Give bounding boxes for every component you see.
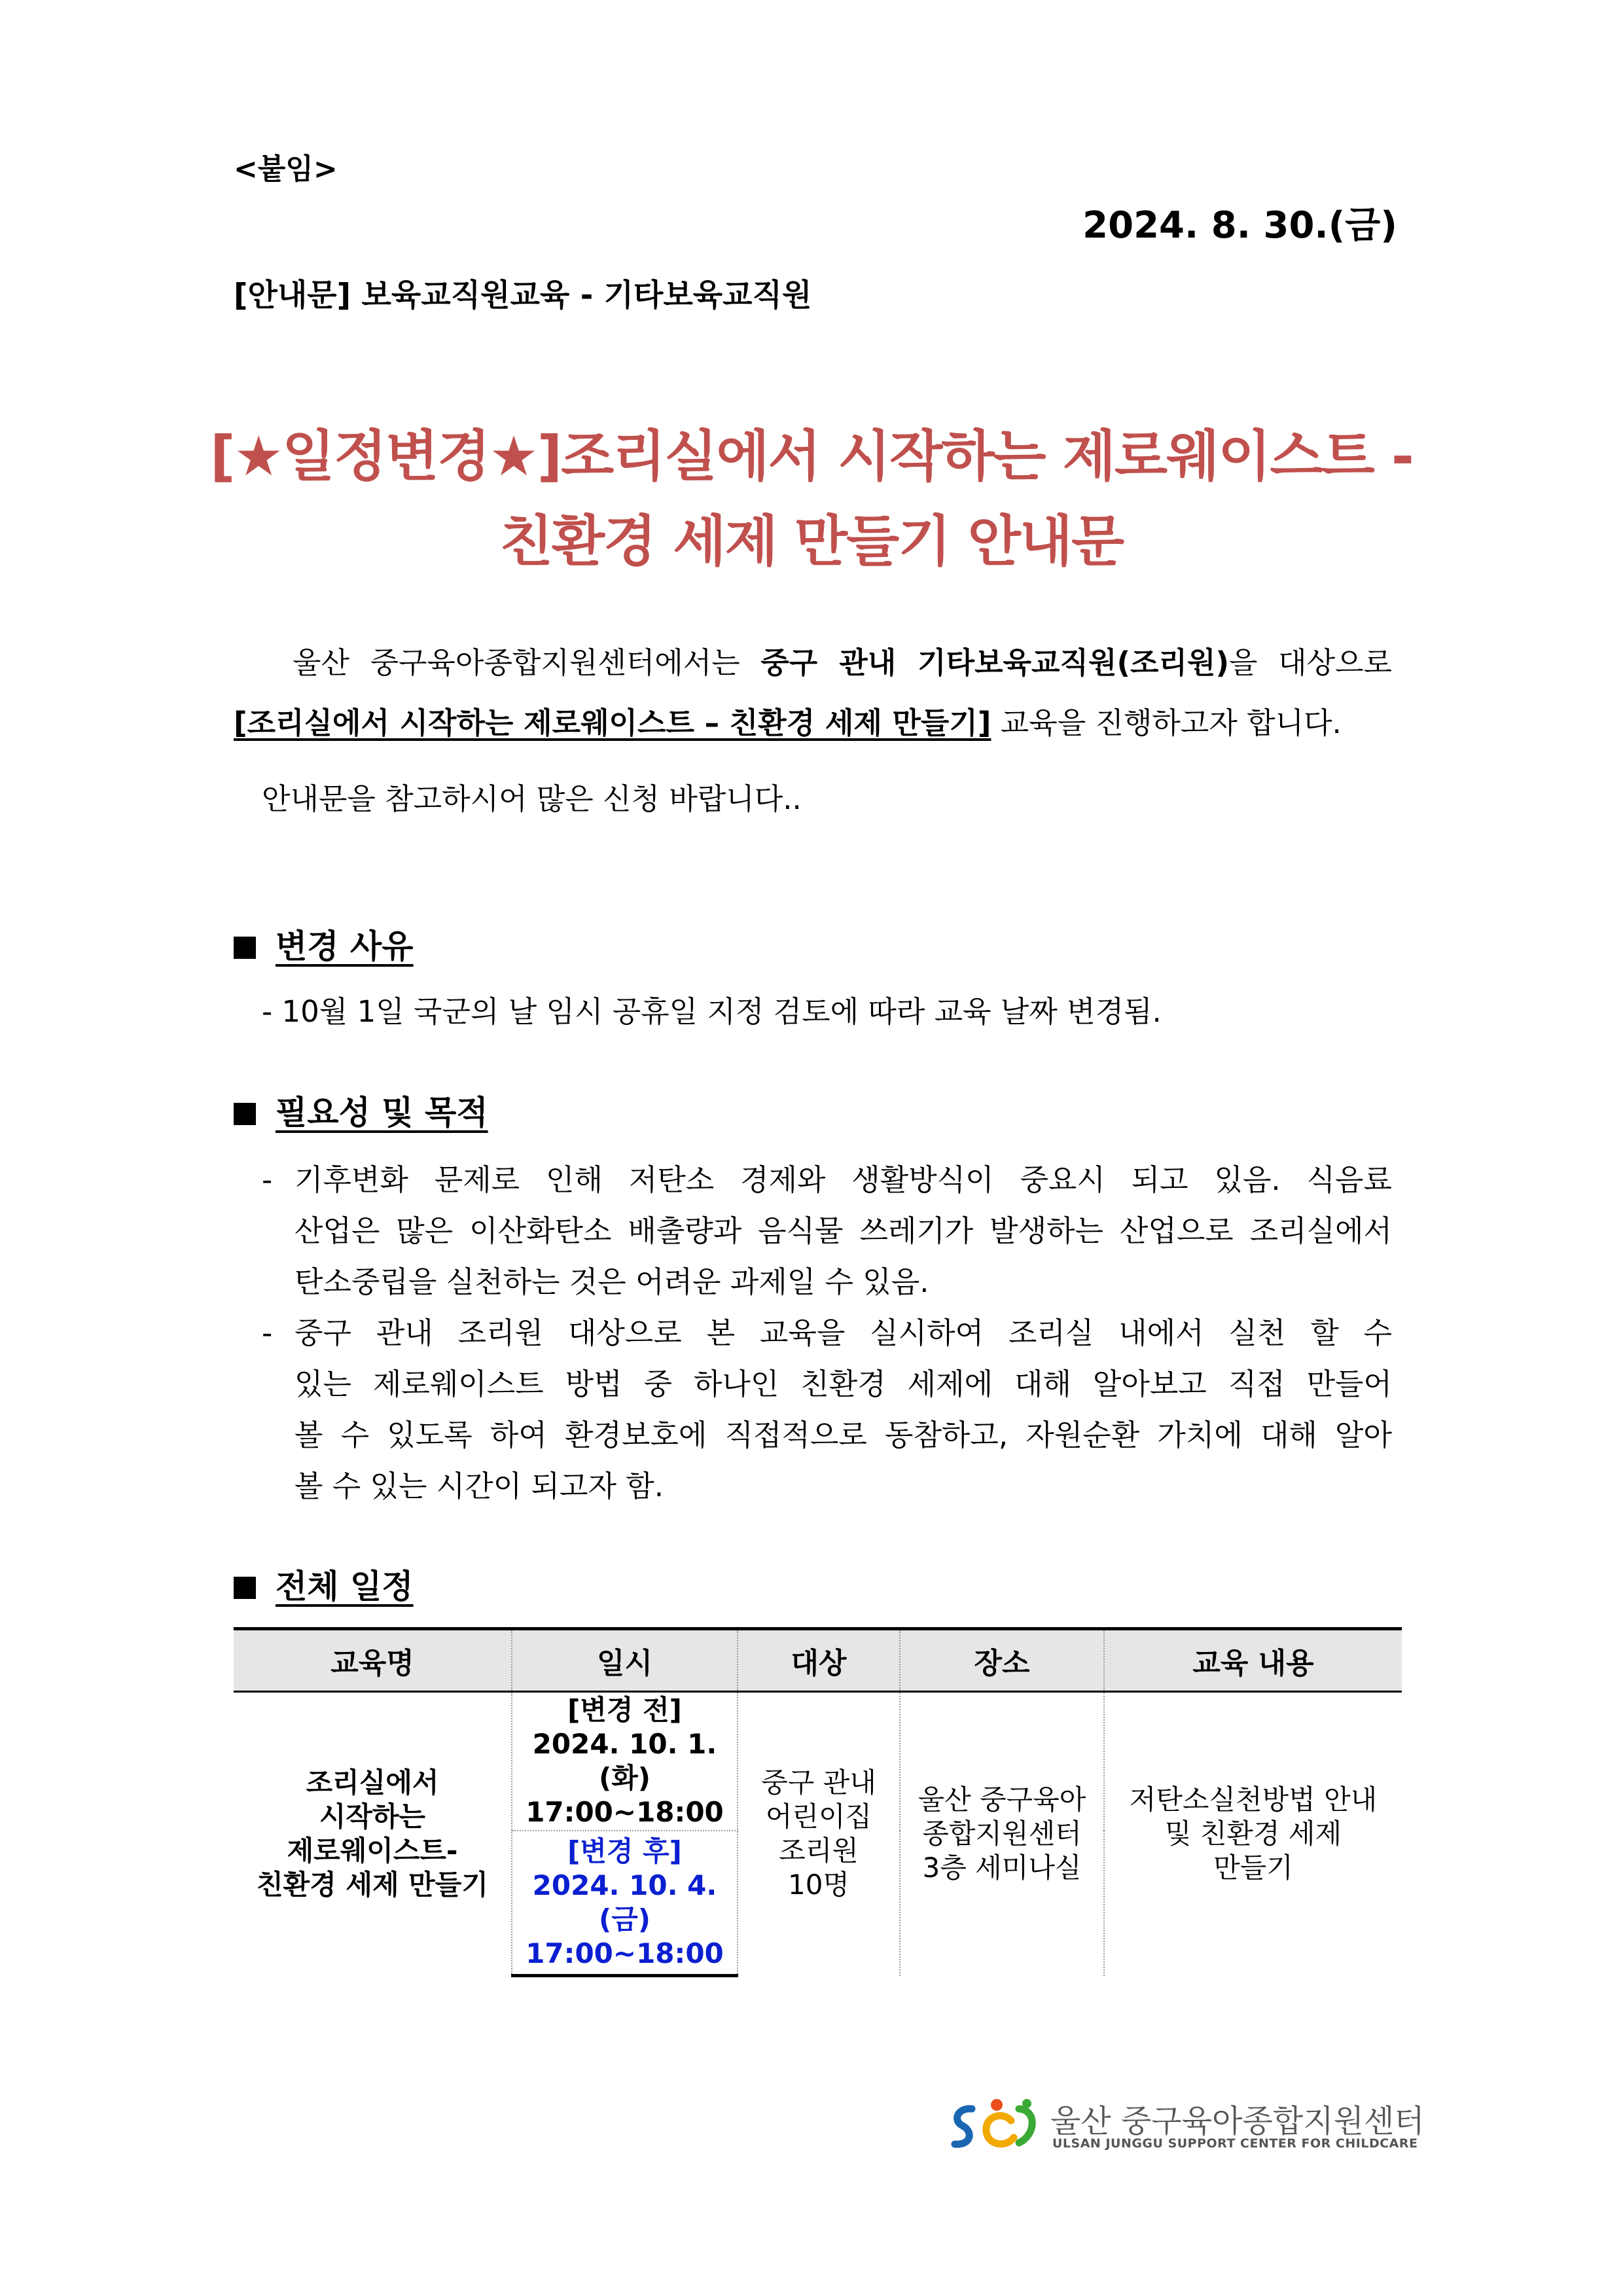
intro-text: 을 대상으로 (1229, 645, 1392, 680)
after-time: 17:00~18:00 (526, 1937, 724, 1969)
intro-text: 교육을 진행하고자 합니다. (991, 706, 1342, 740)
page-title-line1: [★일정변경★]조리실에서 시작하는 제로웨이스트 - (210, 424, 1413, 488)
content-line: 저탄소실천방법 안내 (1129, 1784, 1378, 1816)
attachment-label: <붙임> (234, 152, 338, 186)
course-title-underlined: [조리실에서 시작하는 제로웨이스트 – 친환경 세제 만들기] (234, 706, 991, 740)
target-cell (738, 1692, 900, 1976)
center-logo (946, 2094, 1425, 2160)
purpose-line: 볼 수 있도록 하여 환경보호에 직접적으로 동참하고, 자원순환 가치에 대해 알아 (294, 1418, 1392, 1452)
before-date: 2024. 10. 1.(화) (532, 1728, 717, 1794)
purpose-line: 탄소중립을 실천하는 것은 어려운 과제일 수 있음. (294, 1265, 929, 1299)
after-label: [변경 후] (567, 1835, 682, 1867)
square-bullet-icon (234, 1103, 256, 1125)
logo-english-name: ULSAN JUNGGU SUPPORT CENTER FOR CHILDCARE (1052, 2136, 1418, 2151)
intro-line-2 (234, 699, 1342, 742)
target-line: 조리원 (779, 1835, 859, 1867)
intro-line-1 (293, 639, 1392, 681)
reason-text: - 10월 1일 국군의 날 임시 공휴일 지정 검토에 따라 교육 날짜 변경됨. (262, 994, 1162, 1029)
datetime-before-cell (512, 1692, 738, 1831)
course-name-line: 친환경 세제 만들기 (257, 1869, 488, 1901)
intro-line-3: 안내문을 참고하시어 많은 신청 바랍니다.. (262, 781, 802, 816)
target-line: 어린이집 (765, 1801, 872, 1833)
place-line: 3층 세미나실 (922, 1852, 1082, 1884)
content-cell (1104, 1692, 1402, 1976)
datetime-after-cell (512, 1831, 738, 1976)
purpose-bullet-2: - 중구 관내 조리원 대상으로 본 교육을 실시하여 조리실 내에서 실천 할 수 있는 제로웨이스트 방법 중 하나인 친환경 세제에 대해 알아보고 직접 만들어 볼 수 있도록 하여 환경보호에 직접적으로 동참하고, 자원순환 가치에 대해 알아 볼 수 있는 시간이 되고자 함. (262, 1308, 1392, 1512)
notice-category: [안내문] 보육교직원교육 - 기타보육교직원 (234, 278, 812, 314)
section-heading-purpose (234, 1086, 488, 1134)
course-name-line: 조리실에서 (306, 1767, 439, 1799)
square-bullet-icon (234, 937, 256, 959)
section-heading-reason (234, 920, 414, 967)
header-target: 대상 (738, 1629, 900, 1692)
purpose-line: 볼 수 있는 시간이 되고자 함. (294, 1469, 664, 1503)
target-line: 중구 관내 (761, 1767, 876, 1799)
course-name-line: 제로웨이스트- (287, 1835, 458, 1867)
intro-target: 중구 관내 기타보육교직원(조리원) (760, 645, 1230, 680)
intro-text: 울산 중구육아종합지원센터에서는 (293, 645, 761, 680)
purpose-bullet-1: - 기후변화 문제로 인해 저탄소 경제와 생활방식이 중요시 되고 있음. 식음료 산업은 많은 이산화탄소 배출량과 음식물 쓰레기가 발생하는 산업으로 조리실에서 탄소중립을 실천하는 것은 어려운 과제일 수 있음. (262, 1155, 1392, 1308)
section-heading-schedule (234, 1560, 414, 1607)
purpose-line: 중구 관내 조리원 대상으로 본 교육을 실시하여 조리실 내에서 실천 할 수 (294, 1316, 1392, 1350)
course-name-line: 시작하는 (319, 1801, 426, 1833)
header-datetime: 일시 (512, 1629, 738, 1692)
header-course-name: 교육명 (234, 1629, 512, 1692)
section-title: 필요성 및 목적 (276, 1094, 488, 1132)
schedule-table (234, 1627, 1402, 1977)
logo-name: 울산 중구육아종합지원센터 (1050, 2103, 1425, 2140)
section-title: 변경 사유 (276, 927, 414, 965)
before-time: 17:00~18:00 (526, 1796, 724, 1828)
before-label: [변경 전] (567, 1694, 682, 1726)
logo-mark-icon (946, 2094, 1044, 2160)
place-cell (900, 1692, 1104, 1976)
target-line: 10명 (787, 1869, 849, 1901)
table-row (234, 1692, 1402, 1831)
purpose-line: 있는 제로웨이스트 방법 중 하나인 친환경 세제에 대해 알아보고 직접 만들어 (294, 1367, 1392, 1401)
purpose-line: 산업은 많은 이산화탄소 배출량과 음식물 쓰레기가 발생하는 산업으로 조리실에서 (294, 1213, 1392, 1248)
section-title: 전체 일정 (276, 1568, 414, 1605)
place-line: 종합지원센터 (922, 1818, 1082, 1850)
purpose-line: 기후변화 문제로 인해 저탄소 경제와 생활방식이 중요시 되고 있음. 식음료 (294, 1162, 1392, 1197)
after-date: 2024. 10. 4.(금) (532, 1869, 717, 1935)
header-place: 장소 (900, 1629, 1104, 1692)
content-line: 및 친환경 세제 (1164, 1818, 1342, 1850)
content-line: 만들기 (1213, 1852, 1293, 1884)
table-header-row (234, 1629, 1402, 1692)
header-content: 교육 내용 (1104, 1629, 1402, 1692)
course-name-cell (234, 1692, 512, 1976)
place-line: 울산 중구육아 (918, 1784, 1086, 1816)
square-bullet-icon (234, 1577, 256, 1599)
document-date: 2024. 8. 30.(금) (1082, 204, 1397, 247)
page-title-line2: 친환경 세제 만들기 안내문 (499, 509, 1124, 573)
